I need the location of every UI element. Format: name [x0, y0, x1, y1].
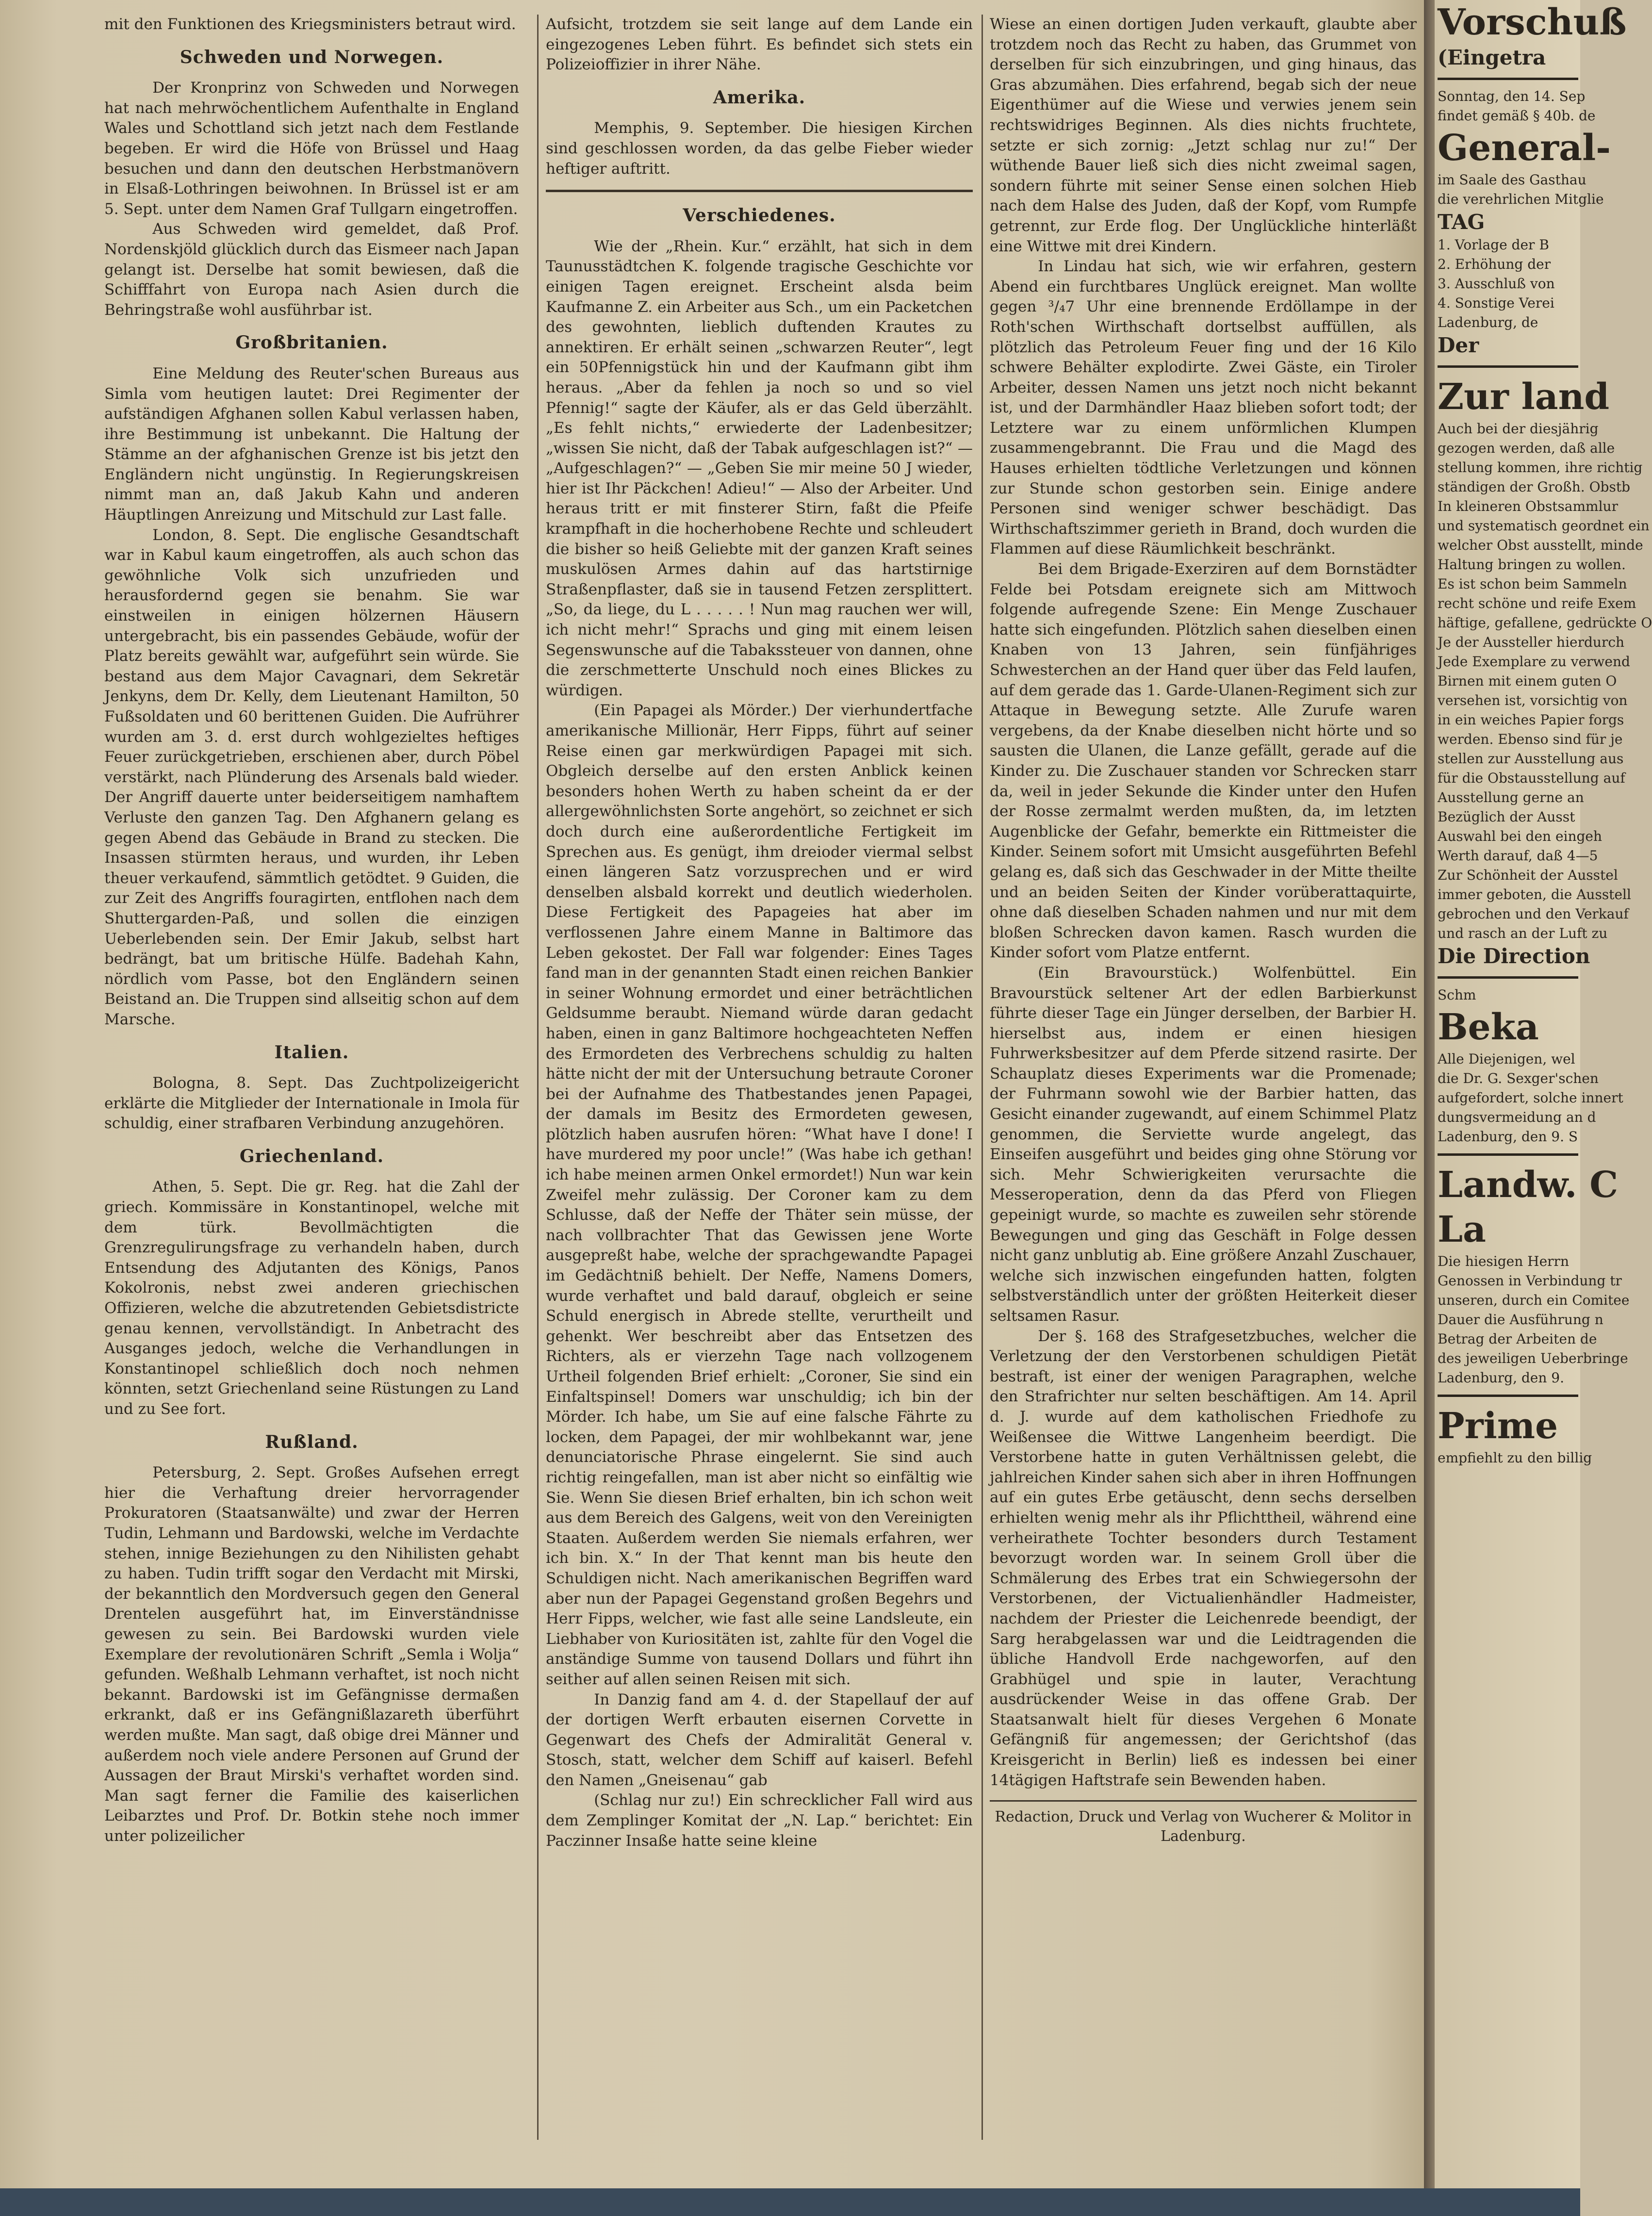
strip-text: welcher Obst ausstellt, minde — [1438, 537, 1643, 553]
strip-text: (Eingetra — [1438, 46, 1546, 69]
lead-paragraph: Wiese an einen dortigen Juden verkauft, glaubte aber trotzdem noch das Recht zu haben, das Grummet von derselben für sich einzubringen, und ging hinaus, das Gras abzumähen. Dies erfahrend, begab sich der neue Eigenthümer auf die Wiese und verwies jenem sein rechtswidriges Beginnen. Als dies nichts fruchtete, setzte er sich zornig: „Jetzt schlag nur zu!“ Der wüthende Bauer ließ sich dies nicht zweimal sagen, sondern führte mit seiner Sense einen solchen Hieb nach dem Halse des Juden, daß der Kopf, vom Rumpfe getrennt, zur Erde flog. Der Unglückliche hinterläßt eine Wittwe mit drei Kindern. — [990, 16, 1417, 255]
article-paragraph: (Ein Bravourstück.) Wolfenbüttel. Ein Bravourstück seltener Art der edlen Barbierkunst führte dieser Tage ein Jünger derselben, der Barbier H. hierselbst aus, indem er einen hiesigen Fuhrwerksbesitzer auf dem Pferde sitzend rasirte. Der Schauplatz dieses Experiments war die Promenade; der Fuhrmann sowohl wie der Barbier hatten, das Gesicht einander zugewandt, auf einem Schimmel Platz genommen, die Serviette wurde angelegt, das Einseifen ausgeführt und beides ging ohne Störung vor sich. Mehr Schwierigkeiten verursachte die Messeroperation, denn da das Pferd von Fliegen gepeinigt wurde, so machte es zuweilen sehr störende Bewegungen und ging das Geschäft in Folge dessen nicht ganz unblutig ab. Eine größere Anzahl Zuschauer, welche sich inzwischen eingefunden hatten, folgten selbstverständlich unter der größten Heiterkeit dieser seltsamen Rasur. — [990, 964, 1417, 1325]
strip-text: versehen ist, vorsichtig von — [1438, 692, 1628, 708]
article-paragraph: In Lindau hat sich, wie wir erfahren, gestern Abend ein furchtbares Unglück ereignet. Man wollte gegen ³/₄7 Uhr eine brennende Erdöllampe in der Roth'schen Wirthschaft dortselbst auffüllen, als plötzlich das Petroleum Feuer fing und der 16 Kilo schwere Behälter explodirte. Zwei Gäste, ein Tiroler Arbeiter, dessen Namen uns jetzt noch nicht bekannt ist, und der Darmhändler Haaz blieben sofort todt; der Letztere war zu einem unförmlichen Klumpen zusammengebrannt. Die Frau und die Magd des Hauses erhielten tödtliche Verletzungen und können zur Stunde schon gestorben sein. Einige andere Personen sind weniger schwer beschädigt. Das Wirthschaftszimmer gerieth in Brand, doch wurden die Flammen auf diese Räumlichkeit beschränkt. — [990, 258, 1417, 558]
article-paragraph: Petersburg, 2. Sept. Großes Aufsehen erregt hier die Verhaftung dreier hervorragender Prokuratoren (Staatsanwälte) und zwar der Herren Tudin, Lehmann und Bardowski, welche im Verdachte stehen, innige Beziehungen zu den Nihilisten gehabt zu haben. Tudin trifft sogar den Verdacht mit Mirski, der bekanntlich den Mordversuch gegen den General Drentelen ausgeführt hat, im Einverständnisse gewesen zu sein. Bei Bardowski wurden viele Exemplare der revolutionären Schrift „Semla i Wolja“ gefunden. Weßhalb Lehmann verhaftet, ist noch nicht bekannt. Bardowski ist im Gefängnisse dermaßen erkrankt, daß er ins Gefängnißlazareth überführt werden mußte. Man sagt, daß obige drei Männer und außerdem noch viele andere Personen auf Grund der Aussagen der Braut Mirski's verhaftet worden sind. Man sagt ferner die Familie des kaiserlichen Leibarztes und Prof. Dr. Botkin stehe noch immer unter polizeilicher — [104, 1464, 519, 1845]
lead-paragraph: Aufsicht, trotzdem sie seit lange auf dem Lande ein eingezogenes Leben führt. Es befindet sich stets ein Polizeioffizier in ihrer Nähe. — [546, 16, 973, 74]
section-heading: Amerika. — [713, 87, 806, 108]
scan-bottom-edge — [0, 2188, 1580, 2216]
strip-rule — [1438, 976, 1578, 979]
strip-text: Ausstellung gerne an — [1438, 789, 1584, 805]
column-divider — [981, 15, 983, 2140]
strip-text: für die Obstausstellung auf — [1438, 770, 1625, 786]
strip-text: Sonntag, den 14. Sep — [1438, 88, 1586, 104]
strip-text: La — [1438, 1209, 1486, 1250]
imprint-line: Redaction, Druck und Verlag von Wucherer & Molitor in Ladenburg. — [990, 1800, 1417, 1846]
article-paragraph: (Ein Papagei als Mörder.) Der vierhundertfache amerikanische Millionär, Herr Fipps, führt auf seiner Reise einen gar merkwürdigen Papagei mit sich. Obgleich derselbe auf den ersten Anblick keinen besonders hohen Werth zu haben scheint da er der allergewöhnlichsten Sorte angehört, so zeichnet er sich doch durch eine außerordentliche Fertigkeit im Sprechen aus. Es genügt, ihm dreioder viermal selbst einen längeren Satz vorzusprechen und er wird denselben alsbald korrekt und deutlich wiederholen. Diese Fertigkeit des Papageies hat aber im verflossenen Jahre einem Manne in Baltimore das Leben gekostet. Der Fall war folgender: Eines Tages fand man in der genannten Stadt einen reichen Bankier in seiner Wohnung ermordet und einer beträchtlichen Geldsumme beraubt. Niemand würde daran gedacht haben, einen in ganz Baltimore hochgeachteten Neffen des Ermordeten des Verbrechens schuldig zu halten hätte nicht der mit der Untersuchung betraute Coroner bei der Aufnahme des Thatbestandes jenen Papagei, der damals im Besitz des Ermordeten gewesen, plötzlich haben ausrufen hören: “What have I done! I have murdered my poor uncle!” (Was habe ich gethan! ich habe meinen armen Onkel ermordet!) Nun war kein Zweifel mehr zulässig. Der Coroner kam zu dem Schlusse, daß der Neffe der Thäter sein müsse, der nach vollbrachter That das Gewissen jene Worte ausgepreßt habe, welche der sprachgewandte Papagei im Gedächtniß behielt. Der Neffe, Namens Domers, wurde verhaftet und bald darauf, obgleich er seine Schuld energisch in Abrede stellte, verurtheilt und gehenkt. Wer beschreibt aber das Entsetzen des Richters, als er vierzehn Tage nach vollzogenem Urtheil folgenden Brief erhielt: „Coroner, Sie sind ein Einfaltspinsel! Domers war unschuldig; ich bin der Mörder. Ich habe, um Sie auf eine falsche Fährte zu locken, dem Papagei, der mir wohlbekannt war, jene denunciatorische Phrase eingelernt. Sie sind auch richtig reingefallen, man ist aber nicht so einfältig wie Sie. Wenn Sie diesen Brief erhalten, bin ich schon weit aus dem Bereich des Galgens, weit von den Vereinigten Staaten. Außerdem werden Sie niemals erfahren, wer ich bin. X.“ In der That kennt man bis heute den Schuldigen nicht. Nach amerikanischen Begriffen ward aber nun der Papagei Gegenstand großen Begehrs und Herr Fipps, welcher, wie fast alle seine Landsleute, ein Liebhaber von Kuriositäten ist, zahlte für den Vogel die anständige Summe von tausend Dollars und führt ihn seither auf allen seinen Reisen mit sich. — [546, 702, 973, 1688]
strip-text: 3. Ausschluß von — [1438, 276, 1555, 292]
strip-text: ständigen der Großh. Obstb — [1438, 479, 1631, 495]
strip-text: General- — [1438, 127, 1611, 169]
strip-text: Auch bei der diesjährig — [1438, 421, 1599, 437]
strip-text: Je der Aussteller hierdurch — [1438, 634, 1625, 650]
strip-text: Der — [1438, 333, 1479, 357]
section-rule — [546, 190, 973, 192]
strip-text: gebrochen und den Verkauf — [1438, 906, 1629, 922]
column-3 — [990, 15, 1417, 2150]
article-paragraph: Bologna, 8. Sept. Das Zuchtpolizeigericht erklärte die Mitglieder der Internationale in Imola für schuldig, einer strafbaren Verbindung anzugehören. — [104, 1074, 519, 1133]
strip-text: gezogen werden, daß alle — [1438, 440, 1615, 456]
strip-text: recht schöne und reife Exem — [1438, 595, 1636, 611]
section-heading: Verschiedenes. — [683, 205, 836, 226]
strip-text: Die hiesigen Herrn — [1438, 1253, 1569, 1269]
strip-text: Vorschuß — [1438, 1, 1627, 43]
article-paragraph: Eine Meldung des Reuter'schen Bureaus aus Simla vom heutigen lautet: Drei Regimenter der aufständigen Afghanen sollen Kabul verlassen haben, ihre Bestimmung ist unbekannt. Die Haltung der Stämme an der afghanischen Grenze ist bis jetzt den Engländern nicht ungünstig. In Regierungskreisen nimmt man an, daß Jakub Kahn und anderen Häuptlingen Anreizung und Mitschuld zur Last falle. — [104, 364, 519, 524]
strip-text: Prime — [1438, 1405, 1558, 1447]
strip-text: Auswahl bei den eingeh — [1438, 828, 1603, 844]
strip-text: dungsvermeidung an d — [1438, 1109, 1596, 1125]
adjacent-page-strip — [1435, 0, 1652, 2216]
article-paragraph: Bei dem Brigade-Exerziren auf dem Bornstädter Felde bei Potsdam ereignete sich am Mittwoch folgende aufregende Szene: Ein Menge Zuschauer hatte sich eingefunden. Plötzlich sahen dieselben einen Knaben von 13 Jahren, sein fünfjähriges Schwesterchen an der Hand quer über das Feld laufen, auf dem gerade das 1. Garde-Ulanen-Regiment sich zur Attaque in Bewegung setzte. Alle Zurufe waren vergebens, da der Knabe dieselben nicht hörte und so sausten die Ulanen, die Lanze gefällt, gerade auf die Kinder zu. Die Zuschauer standen vor Schrecken starr da, weil in jeder Sekunde die Kinder unter den Hufen der Rosse zermalmt werden mußten, da, im letzten Augenblicke der Gefahr, bemerkte ein Rittmeister die Kinder. Seinem sofort mit Umsicht ausgeführten Befehl gelang es, daß sich das Geschwader in der Mitte theilte und an beiden Seiten der Kinder vorüberattaquirte, ohne daß dieselben Schaden nahmen und nur mit dem bloßen Schrecken davon kamen. Rasch wurden die Kinder sofort vom Platze entfernt. — [990, 560, 1417, 962]
column-2 — [546, 15, 973, 2150]
strip-rule — [1438, 1395, 1578, 1397]
strip-text: Es ist schon beim Sammeln — [1438, 576, 1627, 592]
strip-text: Zur land — [1438, 376, 1610, 418]
strip-text: häftige, gefallene, gedrückte O — [1438, 615, 1652, 631]
strip-text: Birnen mit einem guten O — [1438, 673, 1617, 689]
section-heading: Schweden und Norwegen. — [180, 47, 444, 67]
section-heading: Italien. — [274, 1042, 349, 1063]
strip-text: Beka — [1438, 1006, 1539, 1048]
article-paragraph: Der Kronprinz von Schweden und Norwegen hat nach mehrwöchentlichem Aufenthalte in England Wales und Schottland sich jetzt nach dem Festlande begeben. Er wird die Höfe von Brüssel und Haag besuchen und dann den deutschen Herbstmanövern in Elsaß-Lothringen beiwohnen. In Brüssel ist er am 5. Sept. unter dem Namen Graf Tullgarn eingetroffen. — [104, 79, 519, 218]
strip-rule — [1438, 365, 1578, 368]
article-paragraph: Aus Schweden wird gemeldet, daß Prof. Nordenskjöld glücklich durch das Eismeer nach Japan gelangt ist. Derselbe hat somit bewiesen, daß die Schifffahrt von Europa nach Asien durch die Behringstraße wohl ausführbar ist. — [104, 220, 519, 319]
strip-text: in ein weiches Papier forgs — [1438, 712, 1624, 728]
strip-text: im Saale des Gasthau — [1438, 172, 1587, 188]
strip-text: Jede Exemplare zu verwend — [1438, 654, 1630, 670]
column-1 — [104, 15, 519, 2150]
strip-text: Die Direction — [1438, 944, 1590, 968]
strip-rule — [1438, 1153, 1578, 1156]
strip-text: empfiehlt zu den billig — [1438, 1450, 1592, 1466]
article-paragraph: Der §. 168 des Strafgesetzbuches, welcher die Verletzung der den Verstorbenen schuldigen Pietät bestraft, ist einer der wenigen Paragraphen, welche den Strafrichter nur selten beschäftigen. Am 14. April d. J. wurde auf dem katholischen Friedhofe zu Weißensee die Wittwe Langenheim beerdigt. Die Verstorbene hatte in guten Verhältnissen gelebt, die jahlreichen Kinder sahen sich aber in ihren Hoffnungen auf ein gutes Erbe getäuscht, denn sechs derselben erhielten wenig mehr als ihr Pflichttheil, während eine verheirathete Tochter besonders durch Testament bevorzugt worden war. In seinem Groll über die Schmälerung des Erbes trat ein Schwiegersohn der Verstorbenen, der Victualienhändler Hadmeister, nachdem der Priester die Leichenrede beendigt, der Sarg herabgelassen war und die Leidtragenden die übliche Handvoll Erde nachgeworfen, auf den Grabhügel und spie in lauter, Verachtung ausdrückender Weise in das offene Grab. Der Staatsanwalt hielt für dieses Vergehen 6 Monate Gefängniß für angemessen; der Gerichtshof (das Kreisgericht in Berlin) ließ es indessen bei einer 14tägigen Haftstrafe sein Bewenden haben. — [990, 1327, 1417, 1789]
strip-text: Bezüglich der Ausst — [1438, 809, 1575, 825]
strip-text: In kleineren Obstsammlur — [1438, 498, 1618, 514]
section-heading: Großbritanien. — [235, 332, 388, 353]
strip-text: Betrag der Arbeiten de — [1438, 1331, 1597, 1347]
section-heading: Rußland. — [265, 1431, 359, 1452]
article-paragraph: Athen, 5. Sept. Die gr. Reg. hat die Zahl der griech. Kommissäre in Konstantinopel, welche mit dem türk. Bevollmächtigten die Grenzregulirungsfrage zu verhandeln haben, durch Entsendung des Adjutanten des Königs, Panos Kokolronis, nebst zwei anderen griechischen Offizieren, welche die abzutretenden Gebietsdistricte genau kennen, vervollständigt. In Anbetracht des Ausganges jedoch, welche die Verhandlungen in Konstantinopel schließlich doch noch nehmen könnten, setzt Griechenland seine Rüstungen zu Land und zu See fort. — [104, 1178, 519, 1418]
strip-text: Werth darauf, daß 4—5 — [1438, 848, 1598, 864]
strip-text: Genossen in Verbindung tr — [1438, 1273, 1622, 1289]
strip-text: die verehrlichen Mitglie — [1438, 191, 1604, 207]
strip-text: stellen zur Ausstellung aus — [1438, 751, 1624, 767]
strip-text: Ladenburg, den 9. — [1438, 1370, 1565, 1386]
strip-text: immer geboten, die Ausstell — [1438, 886, 1631, 903]
strip-text: Landw. C — [1438, 1164, 1619, 1206]
strip-text: 4. Sonstige Verei — [1438, 295, 1554, 311]
lead-paragraph: mit den Funktionen des Kriegsministers betraut wird. — [104, 16, 516, 33]
strip-text: unseren, durch ein Comitee — [1438, 1292, 1630, 1308]
strip-text: Haltung bringen zu wollen. — [1438, 557, 1626, 573]
article-paragraph: London, 8. Sept. Die englische Gesandtschaft war in Kabul kaum eingetroffen, als auch schon das gewöhnliche Volk sich unzufrieden und herausfordernd gegen sie benahm. Sie war einstweilen in einigen hölzernen Häusern untergebracht, bis ein passendes Gebäude, wofür der Platz bereits gewählt war, aufgeführt sein würde. Sie bestand aus dem Major Cavagnari, dem Sekretär Jenkyns, dem Dr. Kelly, dem Lieutenant Hamilton, 50 Fußsoldaten und 60 berittenen Guiden. Die Aufrührer wurden am 3. d. erst durch wohlgezieltes heftiges Feuer zurückgetrieben, erschienen aber, durch Pöbel verstärkt, nach Plünderung des Arsenals bald wieder. Der Angriff dauerte unter beiderseitigem namhaftem Verluste den ganzen Tag. Den Afghanern gelang es gegen Abend das Gebäude in Brand zu stecken. Die Insassen stürmten heraus, und wurden, ihr Leben theuer verkaufend, sämmtlich getödtet. 9 Guiden, die zur Zeit des Angriffs fouragirten, entflohen nach dem Shuttergarden-Paß, und sollen die einzigen Ueberlebenden sein. Der Emir Jakub, selbst hart bedrängt, bat um britische Hülfe. Badehah Kahn, nördlich vom Passe, bot den Engländern seinen Beistand an. Die Truppen sind allseitig schon auf dem Marsche. — [104, 526, 519, 1028]
book-gutter — [1424, 0, 1435, 2216]
strip-text: findet gemäß § 40b. de — [1438, 108, 1596, 124]
strip-rule — [1438, 78, 1578, 80]
section-heading: Griechenland. — [239, 1146, 384, 1166]
strip-text: aufgefordert, solche innert — [1438, 1090, 1623, 1106]
strip-text: die Dr. G. Sexger'schen — [1438, 1070, 1599, 1086]
strip-text: werden. Ebenso sind für je — [1438, 731, 1623, 747]
column-divider — [537, 15, 539, 2140]
strip-text: Schm — [1438, 987, 1476, 1003]
strip-text: des jeweiligen Ueberbringe — [1438, 1350, 1628, 1366]
strip-text: und rasch an der Luft zu — [1438, 925, 1608, 941]
strip-text: Ladenburg, den 9. S — [1438, 1129, 1578, 1145]
strip-text: TAG — [1438, 210, 1485, 234]
strip-text: Alle Diejenigen, wel — [1438, 1051, 1575, 1067]
strip-text: Dauer die Ausführung n — [1438, 1312, 1603, 1328]
article-paragraph: In Danzig fand am 4. d. der Stapellauf der auf der dortigen Werft erbauten eisernen Corvette in Gegenwart des Chefs der Admiralität General v. Stosch, statt, welcher dem Schiff auf kaiserl. Befehl den Namen „Gneisenau“ gab — [546, 1691, 973, 1789]
article-paragraph: Wie der „Rhein. Kur.“ erzählt, hat sich in dem Taunusstädtchen K. folgende tragische Geschichte vor einigen Tagen ereignet. Erscheint alsda beim Kaufmanne Z. ein Arbeiter aus Sch., um ein Packetchen des gewohnten, lieblich duftenden Krautes zu annektiren. Er erhält seinen „schwarzen Reuter“, legt ein 50Pfennigstück hin und der Kaufmann gibt ihm heraus. „Aber da fehlen ja noch so und so viel Pfennig!“ sagte der Käufer, als er das Geld überzählt. „Es fehlt nichts,“ erwiederte der Ladenbesitzer; „wissen Sie nicht, daß der Tabak aufgeschlagen ist?“ — „Aufgeschlagen?“ — „Geben Sie mir meine 50 J wieder, hier ist Ihr Päckchen! Adieu!“ — Also der Arbeiter. Und heraus tritt er mit finsterer Stirn, faßt die Pfeife krampfhaft in die hocherhobene Rechte und schleudert die bisher so heiß Geliebte mit der ganzen Kraft seines muskulösen Armes dahin auf das hartstirnige Straßenpflaster, daß sie in tausend Fetzen zersplittert. „So, da liege, du L . . . . . ! Nun mag rauchen wer will, ich nicht mehr!“ Sprachs und ging mit einem leisen Segenswunsche auf die Tabakssteuer von dannen, ohne die zerschmetterte Unschuld noch eines Blickes zu würdigen. — [546, 237, 973, 699]
article-paragraph: (Schlag nur zu!) Ein schrecklicher Fall wird aus dem Zemplinger Komitat der „N. Lap.“ berichtet: Ein Paczinner Insaße hatte seine kleine — [546, 1791, 973, 1850]
strip-text: 2. Erhöhung der — [1438, 256, 1551, 272]
strip-text: Zur Schönheit der Ausstel — [1438, 867, 1618, 883]
strip-text: 1. Vorlage der B — [1438, 237, 1549, 253]
strip-text: und systematisch geordnet ein — [1438, 518, 1650, 534]
article-paragraph: Memphis, 9. September. Die hiesigen Kirchen sind geschlossen worden, da das gelbe Fieber wieder heftiger auftritt. — [546, 119, 973, 178]
strip-text: stellung kommen, ihre richtig — [1438, 460, 1643, 476]
strip-text: Ladenburg, de — [1438, 314, 1538, 330]
